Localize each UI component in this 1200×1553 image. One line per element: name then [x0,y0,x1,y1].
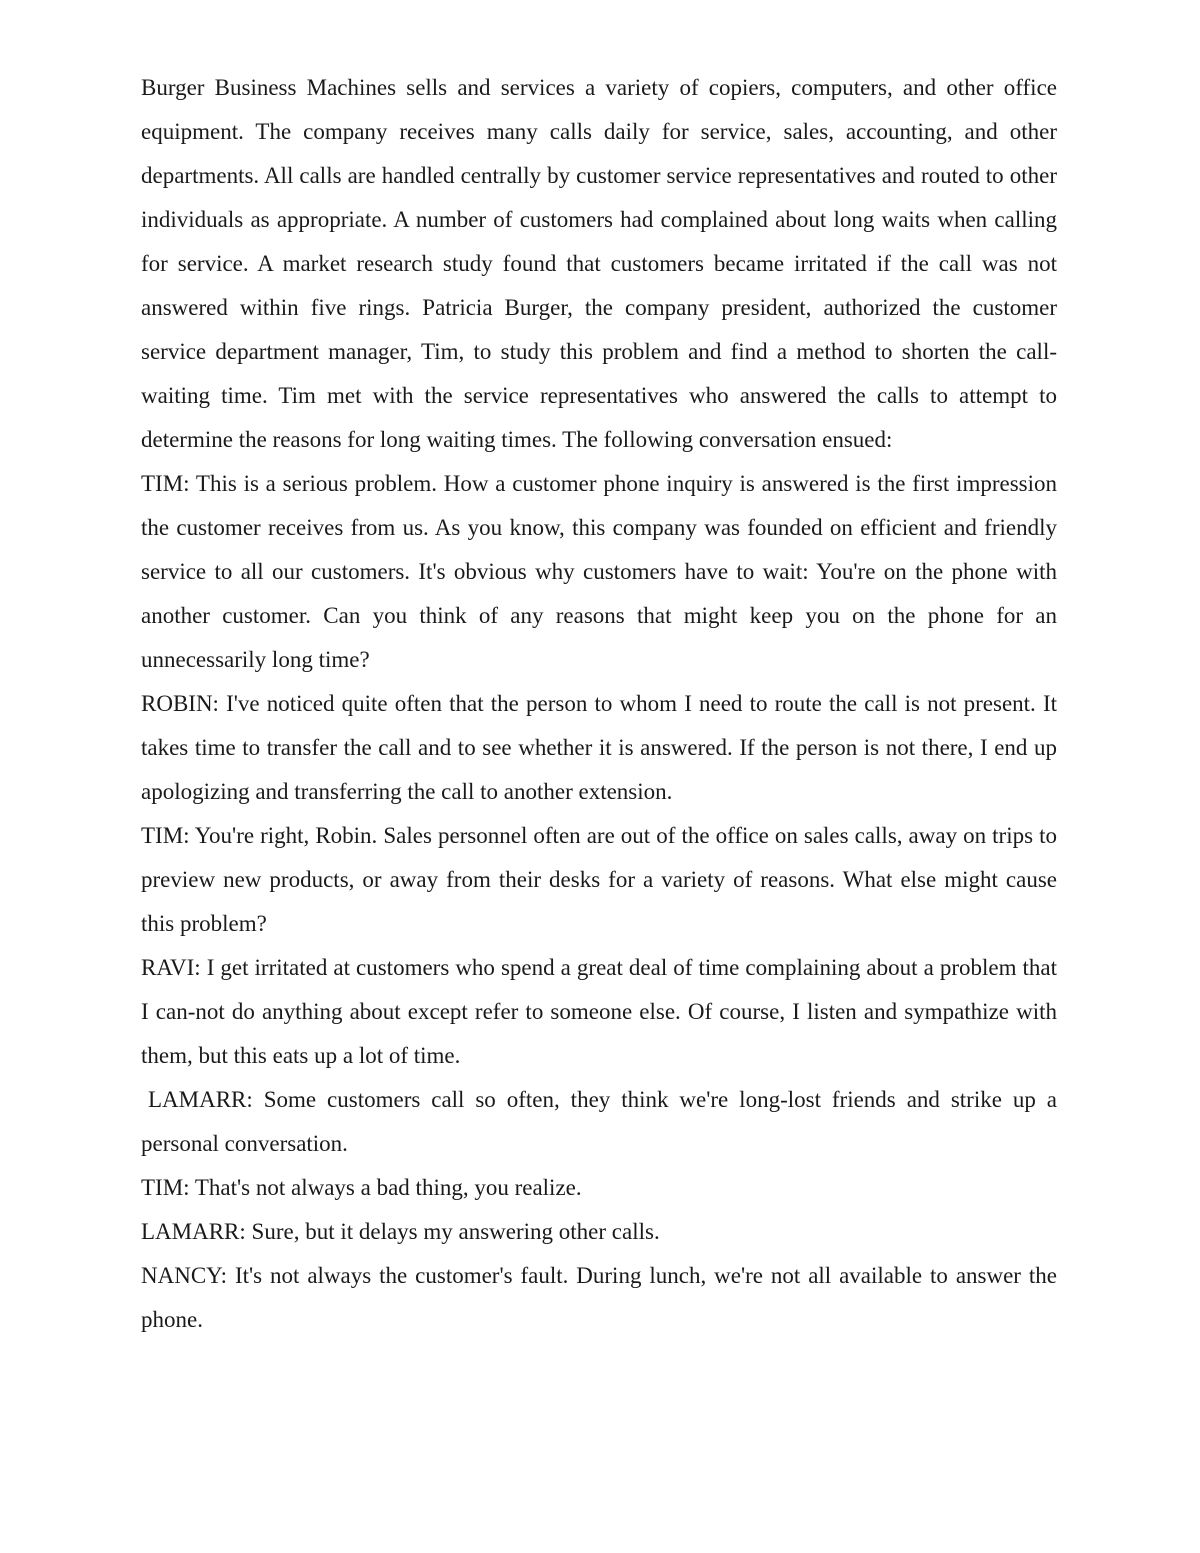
dialogue-tim-2: TIM: You're right, Robin. Sales personnel often are out of the office on sales calls, away on trips to preview new products, or away from their desks for a variety of reasons. What else might cause this problem? [141,823,1057,936]
dialogue-tim-1: TIM: This is a serious problem. How a customer phone inquiry is answered is the first impression the customer receives from us. As you know, this company was founded on efficient and friendly service to all our customers. It's obvious why customers have to wait: You're on the phone with another customer. Can you think of any reasons that might keep you on the phone for an unnecessarily long time? [141,471,1057,672]
dialogue-ravi: RAVI: I get irritated at customers who spend a great deal of time complaining about a problem that I can-not do anything about except refer to someone else. Of course, I listen and sympathize with them, but this eats up a lot of time. [141,955,1057,1068]
intro-paragraph: Burger Business Machines sells and services a variety of copiers, computers, and other office equipment. The company receives many calls daily for service, sales, accounting, and other departments. All calls are handled centrally by customer service representatives and routed to other individuals as appropriate. A number of customers had complained about long waits when calling for service. A market research study found that customers became irritated if the call was not answered within five rings. Patricia Burger, the company president, authorized the customer service department manager, Tim, to study this problem and find a method to shorten the call-waiting time. Tim met with the service representatives who answered the calls to attempt to determine the reasons for long waiting times. The following conversation ensued: [141,75,1057,452]
dialogue-robin: ROBIN: I've noticed quite often that the person to whom I need to route the call is not present. It takes time to transfer the call and to see whether it is answered. If the person is not there, I end up apologizing and transferring the call to another extension. [141,691,1057,804]
dialogue-lamarr-1: LAMARR: Some customers call so often, they think we're long-lost friends and strike up a personal conversation. [141,1087,1057,1156]
dialogue-tim-3: TIM: That's not always a bad thing, you realize. [141,1175,582,1200]
document-body [141,66,1057,1342]
dialogue-lamarr-2: LAMARR: Sure, but it delays my answering other calls. [141,1219,660,1244]
dialogue-nancy: NANCY: It's not always the customer's fault. During lunch, we're not all available to answer the phone. [141,1263,1057,1332]
